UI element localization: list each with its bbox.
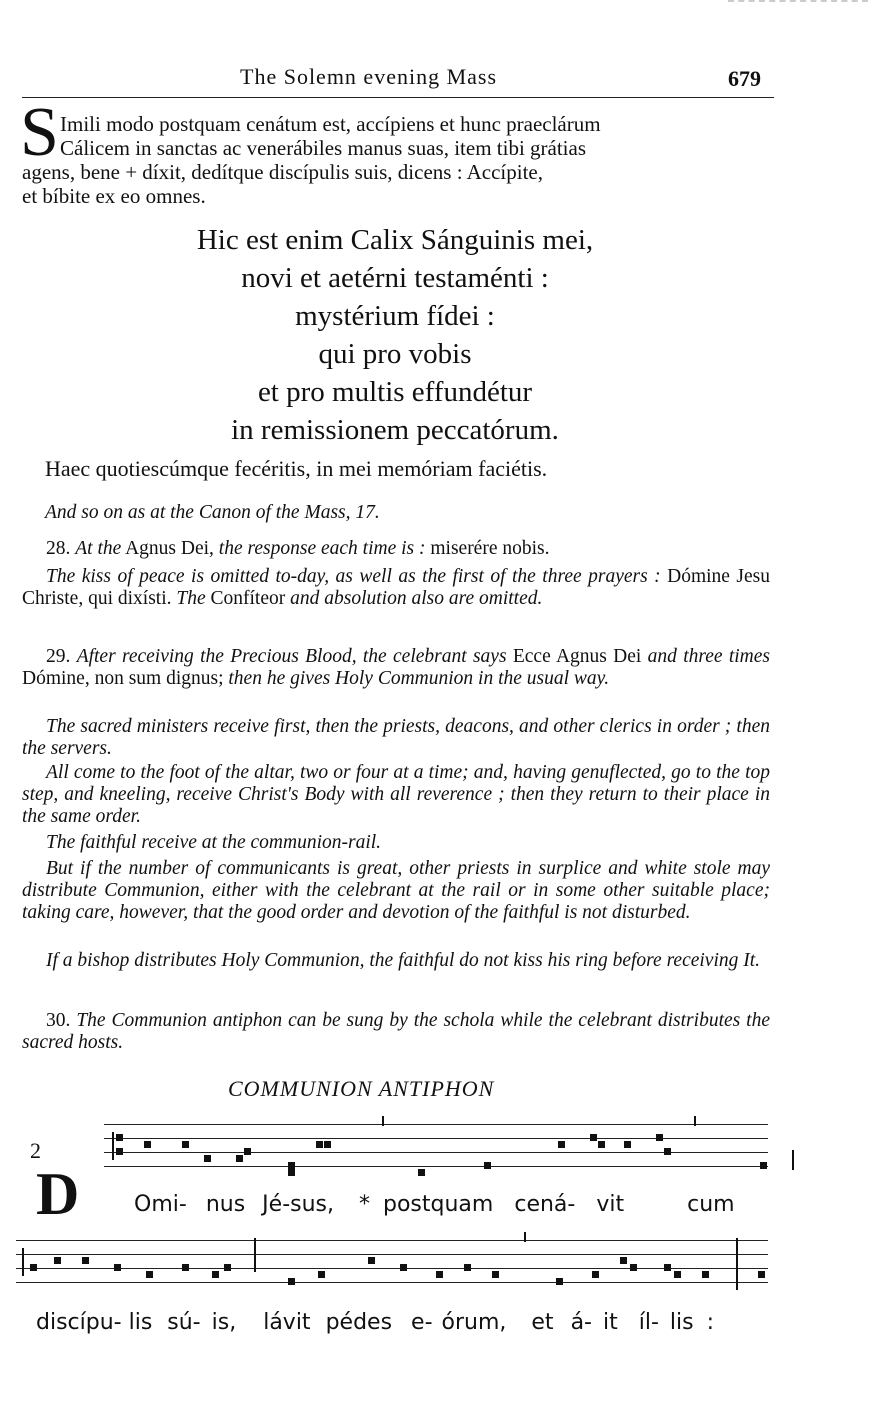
neume [598, 1141, 605, 1148]
c-clef [112, 1132, 114, 1160]
rubric-number: 28. [46, 538, 71, 559]
neume [212, 1271, 219, 1278]
syllable: íl- [638, 1310, 659, 1335]
rubric-bishop: If a bishop distributes Holy Communion, the faithful do not kiss his ring before receiving It. [46, 950, 761, 971]
neume [82, 1257, 89, 1264]
rubric-text: The Communion antiphon can be sung by the schola while the celebrant distributes the sacred hosts. [22, 1010, 770, 1053]
neume [224, 1264, 231, 1271]
neume [116, 1134, 123, 1141]
consecration-line: in remissionem peccatórum. [231, 414, 559, 446]
neume [54, 1257, 61, 1264]
neume [400, 1264, 407, 1271]
neume [114, 1264, 121, 1271]
page-number: 679 [728, 66, 761, 91]
neume [556, 1278, 563, 1285]
opening-paragraph [22, 112, 774, 208]
staff-line [16, 1268, 768, 1269]
rubric-text: The kiss of peace is omitted to-day, as well as the first of the three prayers : [46, 566, 661, 587]
neume [624, 1141, 631, 1148]
c-clef [22, 1248, 24, 1276]
neume [146, 1271, 153, 1278]
syllable: discípu- [36, 1310, 122, 1335]
rubric-text: and three times [647, 646, 770, 667]
staff-line [104, 1124, 768, 1125]
custos [792, 1150, 794, 1170]
neume [368, 1257, 375, 1264]
neume [664, 1148, 671, 1155]
haec-line: Haec quotiescúmque fecéritis, in mei memóriam faciétis. [45, 456, 548, 481]
neume [182, 1264, 189, 1271]
half-bar [254, 1238, 256, 1272]
rubric-kiss-of-peace [22, 566, 770, 610]
rubric-text: After receiving the Precious Blood, the celebrant says [76, 646, 507, 667]
neume [288, 1169, 295, 1176]
consecration-line: Hic est enim Calix Sánguinis mei, [196, 224, 594, 256]
neume [492, 1271, 499, 1278]
rubric-29 [22, 646, 770, 690]
neume [236, 1155, 243, 1162]
scan-corner-marks [728, 0, 868, 8]
neume [182, 1141, 189, 1148]
custos [758, 1271, 765, 1278]
rubric-text: Dómine, non sum dignus; [22, 668, 224, 689]
syllable: lis [128, 1310, 153, 1335]
neume [464, 1264, 471, 1271]
neume [288, 1162, 295, 1169]
rubric-text: Dómine Jesu Christe, qui dixísti. [22, 566, 771, 609]
chant-initial: D [36, 1161, 80, 1227]
syllable: pédes [325, 1310, 393, 1335]
syllable: lis [669, 1310, 694, 1335]
syllable: Omi- [134, 1192, 187, 1217]
neume [144, 1141, 151, 1148]
rubric-faithful: The faithful receive at the communion-rail. [46, 832, 382, 853]
rubric-30 [22, 1010, 770, 1054]
consecration-line: et pro multis effundétur [257, 376, 533, 408]
neume [436, 1271, 443, 1278]
syllable: Jé-sus, [262, 1192, 334, 1217]
neume [558, 1141, 565, 1148]
syllable: it [602, 1310, 618, 1335]
quarter-bar [524, 1232, 526, 1242]
rubric-text: Ecce Agnus Dei [512, 646, 642, 667]
consecration-line: mystérium fídei : [295, 300, 495, 332]
neume [702, 1271, 709, 1278]
neume [620, 1257, 627, 1264]
full-bar [736, 1238, 738, 1290]
neume [30, 1264, 37, 1271]
rubric-text: the response each time is : [218, 538, 426, 559]
rubric-text: The [176, 588, 206, 609]
rubric-text: Agnus Dei, [125, 538, 214, 559]
neume [674, 1271, 681, 1278]
opening-line-1: Imili modo postquam cenátum est, accípiens et hunc praeclárum [60, 112, 601, 136]
consecration-line: qui pro vobis [318, 338, 472, 370]
syllable: : [706, 1310, 715, 1335]
neume [318, 1271, 325, 1278]
opening-line-3: agens, bene + díxit, dedítque discípulis suis, dicens : Accípite, [22, 160, 544, 184]
syllable: lávit [263, 1310, 311, 1335]
syllable: cená- [514, 1192, 576, 1217]
syllable: * [359, 1192, 370, 1217]
syllable: et [531, 1310, 554, 1335]
quarter-bar [382, 1116, 384, 1126]
rubric-text: and absolution also are omitted. [290, 588, 543, 609]
staff-line [104, 1138, 768, 1139]
neume [418, 1169, 425, 1176]
syllable: is, [211, 1310, 237, 1335]
chant-mode-number: 2 [30, 1138, 41, 1163]
consecration-words [0, 222, 790, 450]
neume [316, 1141, 323, 1148]
staff-line [16, 1240, 768, 1241]
neume [324, 1141, 331, 1148]
rubric-text: miserére nobis. [430, 538, 550, 559]
rubric-text: then he gives Holy Communion in the usual way. [228, 668, 610, 689]
syllable: postquam [383, 1192, 494, 1217]
chant-lyrics-1 [134, 1192, 735, 1217]
rubric-28 [22, 538, 770, 560]
opening-line-4: et bíbite ex eo omnes. [22, 184, 206, 208]
neume [244, 1148, 251, 1155]
neume [760, 1162, 767, 1169]
header-divider [22, 97, 774, 98]
neume [484, 1162, 491, 1169]
neume [664, 1264, 671, 1271]
rubric-number: 30. [46, 1010, 71, 1031]
staff-line [104, 1166, 768, 1167]
drop-cap-s: S [20, 94, 59, 171]
syllable: cum [687, 1192, 735, 1217]
rubric-text: At the [75, 538, 122, 559]
neume [630, 1264, 637, 1271]
chant-lyrics-2 [36, 1310, 714, 1335]
rubric-text: Confíteor [210, 588, 286, 609]
canon-note: And so on as at the Canon of the Mass, 17. [45, 502, 380, 523]
syllable: e- [411, 1310, 433, 1335]
staff-line [16, 1282, 768, 1283]
chant-staff-2 [16, 1240, 768, 1304]
neume [592, 1271, 599, 1278]
antiphon-title: COMMUNION ANTIPHON [228, 1076, 495, 1101]
chant-staff-1 [104, 1124, 768, 1176]
neume [116, 1148, 123, 1155]
opening-line-2: Cálicem in sanctas ac venerábiles manus suas, item tibi grátias [60, 136, 587, 160]
syllable: vit [596, 1192, 625, 1217]
page-header-title: The Solemn evening Mass [240, 64, 498, 89]
rubric-but-if: But if the number of communicants is great, other priests in surplice and white stole may distribute Communion, either with the celebrant at the rail or in some other suitable place; taking care, however, that the good order and devotion of the faithful is not disturbed. [22, 858, 770, 923]
neume [656, 1134, 663, 1141]
neume [590, 1134, 597, 1141]
staff-line [16, 1254, 768, 1255]
neume [204, 1155, 211, 1162]
rubric-sacred-ministers: The sacred ministers receive first, then the priests, deacons, and other clerics in order ; then the servers. [22, 716, 770, 759]
syllable: sú- [167, 1310, 201, 1335]
consecration-line: novi et aetérni testaménti : [241, 262, 549, 294]
syllable: órum, [441, 1310, 507, 1335]
rubric-number: 29. [46, 646, 71, 667]
quarter-bar [694, 1116, 696, 1126]
rubric-all-come: All come to the foot of the altar, two or four at a time; and, having genuflected, go to the top step, and kneeling, receive Christ's Body with all reverence ; then they return to their place in the same order. [22, 762, 770, 827]
syllable: nus [205, 1192, 246, 1217]
neume [288, 1278, 295, 1285]
syllable: á- [570, 1310, 592, 1335]
